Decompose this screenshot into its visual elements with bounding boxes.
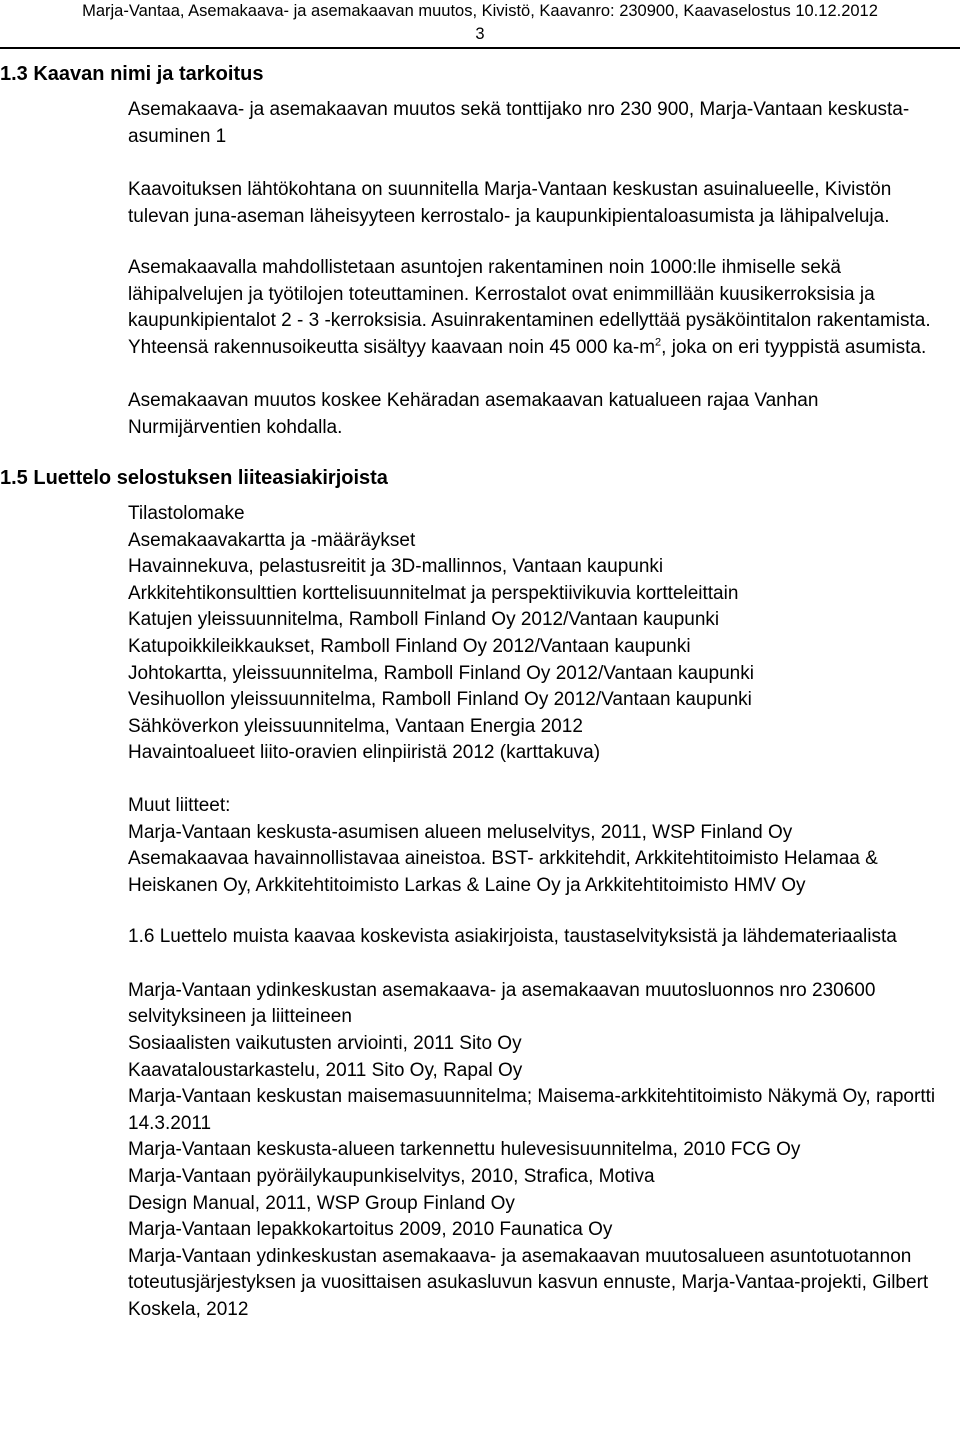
document-item: Marja-Vantaan lepakkokartoitus 2009, 2010 Faunatica Oy [128, 1219, 613, 1241]
section-attachments [0, 465, 960, 899]
section-heading: 1.6 Luettelo muista kaavaa koskevista asiakirjoista, taustaselvityksistä ja lähdemateriaalista [128, 926, 897, 948]
document-item: Kaavataloustarkastelu, 2011 Sito Oy, Rapal Oy [128, 1059, 523, 1081]
purpose-paragraph: Kaavoituksen lähtökohtana on suunnitella Marja-Vantaan keskustan asuinalueelle, Kivistön tulevan juna-aseman läheisyyteen kerrostalo- ja kaupunkipientaloasumista ja lähipalveluja. [128, 179, 892, 227]
page-header [0, 0, 960, 45]
header-divider [0, 47, 960, 49]
other-attachment-item: Marja-Vantaan keskusta-asumisen alueen meluselvitys, 2011, WSP Finland Oy [128, 821, 793, 843]
section-heading: 1.5 Luettelo selostuksen liiteasiakirjoista [0, 467, 388, 489]
section-body [128, 97, 954, 441]
attachment-item: Havainnekuva, pelastusreitit ja 3D-mallinnos, Vantaan kaupunki [128, 556, 664, 578]
plan-name-paragraph: Asemakaava- ja asemakaavan muutos sekä tonttijako nro 230 900, Marja-Vantaan keskusta-asuminen 1 [128, 99, 910, 147]
document-header-title: Marja-Vantaa, Asemakaava- ja asemakaavan muutos, Kivistö, Kaavanro: 230900, Kaavaselostus 10.12.2012 [82, 2, 878, 20]
attachment-item: Katupoikkileikkaukset, Ramboll Finland Oy 2012/Vantaan kaupunki [128, 635, 691, 657]
section-plan-name-and-purpose [0, 61, 960, 441]
attachment-item: Johtokartta, yleissuunnitelma, Ramboll Finland Oy 2012/Vantaan kaupunki [128, 662, 754, 684]
attachment-item: Asemakaavakartta ja -määräykset [128, 529, 416, 551]
attachment-item: Arkkitehtikonsulttien korttelisuunnitelmat ja perspektiivikuvia kortteleittain [128, 582, 739, 604]
superscript-exponent: 2 [655, 336, 662, 349]
background-document-list [128, 978, 954, 1324]
document-item: Design Manual, 2011, WSP Group Finland Oy [128, 1192, 515, 1214]
attachment-list [128, 501, 954, 767]
attachment-item: Tilastolomake [128, 503, 245, 524]
attachment-item: Havaintoalueet liito-oravien elinpiiristä 2012 (karttakuva) [128, 742, 601, 764]
document-body [0, 61, 960, 1324]
document-item: Marja-Vantaan keskustan maisemasuunnitelma; Maisema-arkkitehtitoimisto Näkymä Oy, raportti 14.3.2011 [128, 1086, 936, 1134]
plan-description-paragraph [128, 255, 954, 361]
page-number: 3 [475, 25, 485, 43]
plan-description-text: Asemakaavalla mahdollistetaan asuntojen rakentaminen noin 1000:lle ihmiselle sekä lähipalvelujen ja työtilojen toteuttaminen. Kerrostalot ovat enimmillään kuusikerroksisia ja kaupunkipientalot 2 - 3 -kerroksisia. Asuinrakentaminen edellyttää pysäköintitalon rakentamista. Yhteensä rakennusoikeutta sisältyy kaavaan noin 45 000 ka-m [128, 257, 931, 358]
document-item: Marja-Vantaan ydinkeskustan asemakaava- ja asemakaavan muutosalueen asuntotuotannon toteutusjärjestyksen ja vuosittaisen asukasluvun kasvun ennuste, Marja-Vantaa-projekti, Gilbert Koskela, 2012 [128, 1245, 929, 1320]
plan-description-text-end: , joka on eri tyyppistä asumista. [661, 336, 927, 358]
document-item: Marja-Vantaan ydinkeskustan asemakaava- ja asemakaavan muutosluonnos nro 230600 selvityksineen ja liitteineen [128, 979, 876, 1028]
section-other-documents [0, 924, 960, 1323]
document-item: Marja-Vantaan keskusta-alueen tarkennettu hulevesisuunnitelma, 2010 FCG Oy [128, 1139, 801, 1161]
other-attachments-label: Muut liitteet: [128, 794, 231, 816]
document-item: Sosiaalisten vaikutusten arviointi, 2011 Sito Oy [128, 1033, 522, 1054]
document-item: Marja-Vantaan pyöräilykaupunkiselvitys, 2010, Strafica, Motiva [128, 1165, 655, 1187]
plan-change-paragraph: Asemakaavan muutos koskee Kehäradan asemakaavan katualueen rajaa Vanhan Nurmijärventien kohdalla. [128, 390, 819, 438]
other-attachment-item: Asemakaavaa havainnollistavaa aineistoa. BST- arkkitehdit, Arkkitehtitoimisto Helamaa & Heiskanen Oy, Arkkitehtitoimisto Larkas & Laine Oy ja Arkkitehtitoimisto HMV Oy [128, 848, 878, 896]
attachment-item: Sähköverkon yleissuunnitelma, Vantaan Energia 2012 [128, 715, 583, 737]
attachment-item: Vesihuollon yleissuunnitelma, Ramboll Finland Oy 2012/Vantaan kaupunki [128, 689, 752, 711]
attachment-item: Katujen yleissuunnitelma, Ramboll Finland Oy 2012/Vantaan kaupunki [128, 609, 720, 631]
section-heading: 1.3 Kaavan nimi ja tarkoitus [0, 63, 264, 85]
other-attachment-list [128, 820, 954, 900]
